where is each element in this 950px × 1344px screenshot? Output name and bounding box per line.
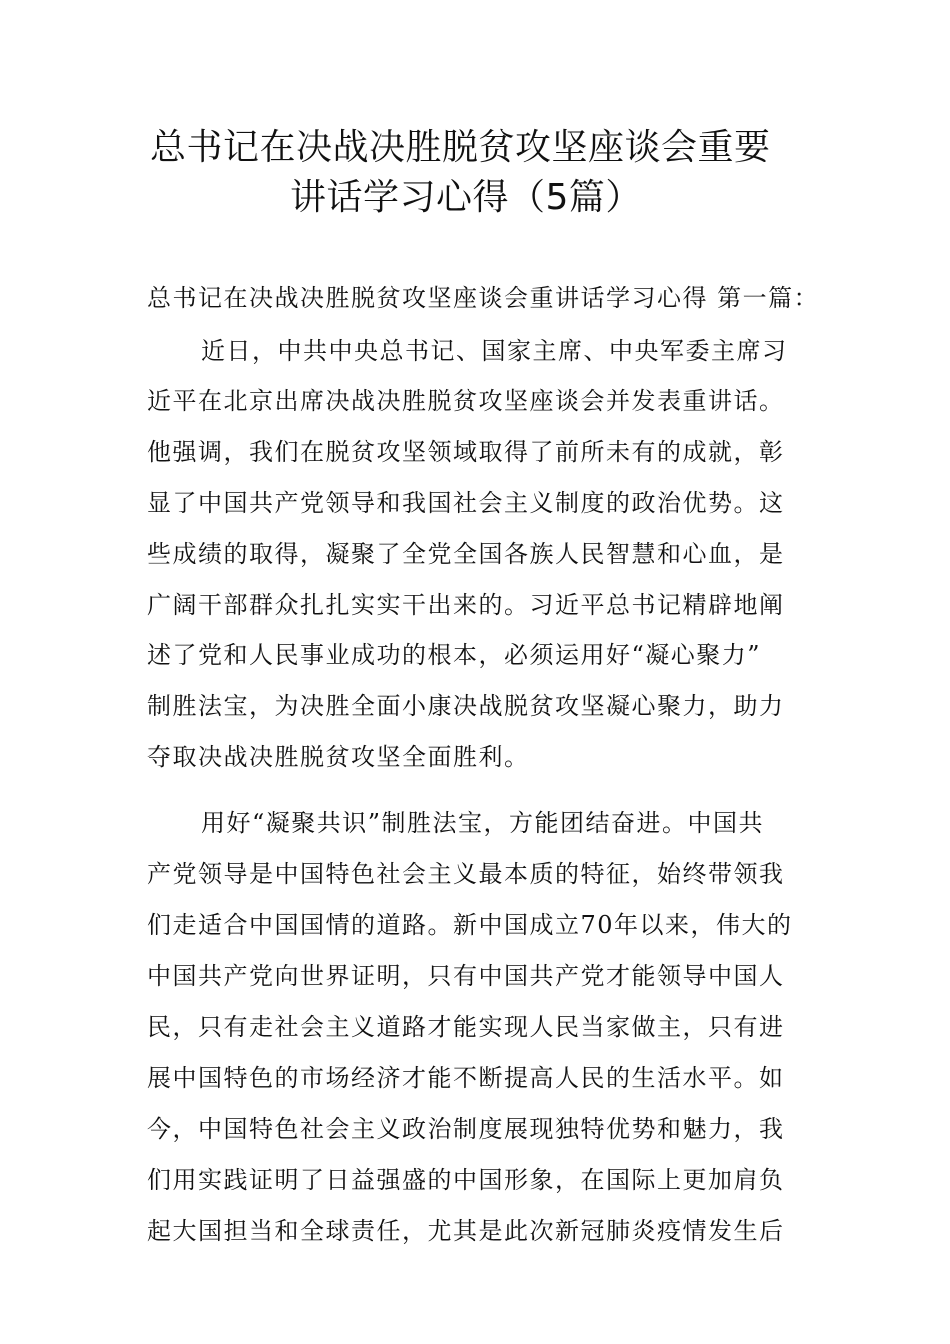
paragraph-line: 近日，中共中央总书记、国家主席、中央军委主席习 [201,337,788,365]
paragraph-line: 起大国担当和全球责任，尤其是此次新冠肺炎疫情发生后 [147,1217,785,1245]
paragraph-line: 些成绩的取得，凝聚了全党全国各族人民智慧和心血，是 [147,540,785,568]
paragraph-line: 夺取决战决胜脱贫攻坚全面胜利。 [147,743,530,771]
paragraph-line: 产党领导是中国特色社会主义最本质的特征，始终带领我 [147,860,785,888]
section-heading: 总书记在决战决胜脱贫攻坚座谈会重讲话学习心得 第一篇： [147,284,820,312]
paragraph-line: 今，中国特色社会主义政治制度展现独特优势和魅力，我 [147,1115,785,1143]
paragraph-line: 近平在北京出席决战决胜脱贫攻坚座谈会并发表重讲话。 [147,387,785,415]
paragraph-line: 用好“凝聚共识”制胜法宝，方能团结奋进。中国共 [201,809,765,837]
paragraph-line: 展中国特色的市场经济才能不断提高人民的生活水平。如 [147,1064,785,1092]
paragraph-line: 中国共产党向世界证明，只有中国共产党才能领导中国人 [147,962,785,990]
paragraph-line: 民，只有走社会主义道路才能实现人民当家做主，只有进 [147,1013,785,1041]
document-title-line-1: 总书记在决战决胜脱贫攻坚座谈会重要 [150,127,771,168]
paragraph-line: 们用实践证明了日益强盛的中国形象，在国际上更加肩负 [147,1166,785,1194]
document-title-line-2: 讲话学习心得（5篇） [290,177,642,218]
paragraph-line: 述了党和人民事业成功的根本，必须运用好“凝心聚力” [147,641,762,669]
paragraph-line: 显了中国共产党领导和我国社会主义制度的政治优势。这 [147,489,785,517]
paragraph-line: 他强调，我们在脱贫攻坚领域取得了前所未有的成就，彰 [147,438,785,466]
paragraph-line: 广阔干部群众扎扎实实干出来的。习近平总书记精辟地阐 [147,591,785,619]
paragraph-line: 制胜法宝，为决胜全面小康决战脱贫攻坚凝心聚力，助力 [147,692,785,720]
paragraph-line: 们走适合中国国情的道路。新中国成立70年以来，伟大的 [147,911,793,939]
